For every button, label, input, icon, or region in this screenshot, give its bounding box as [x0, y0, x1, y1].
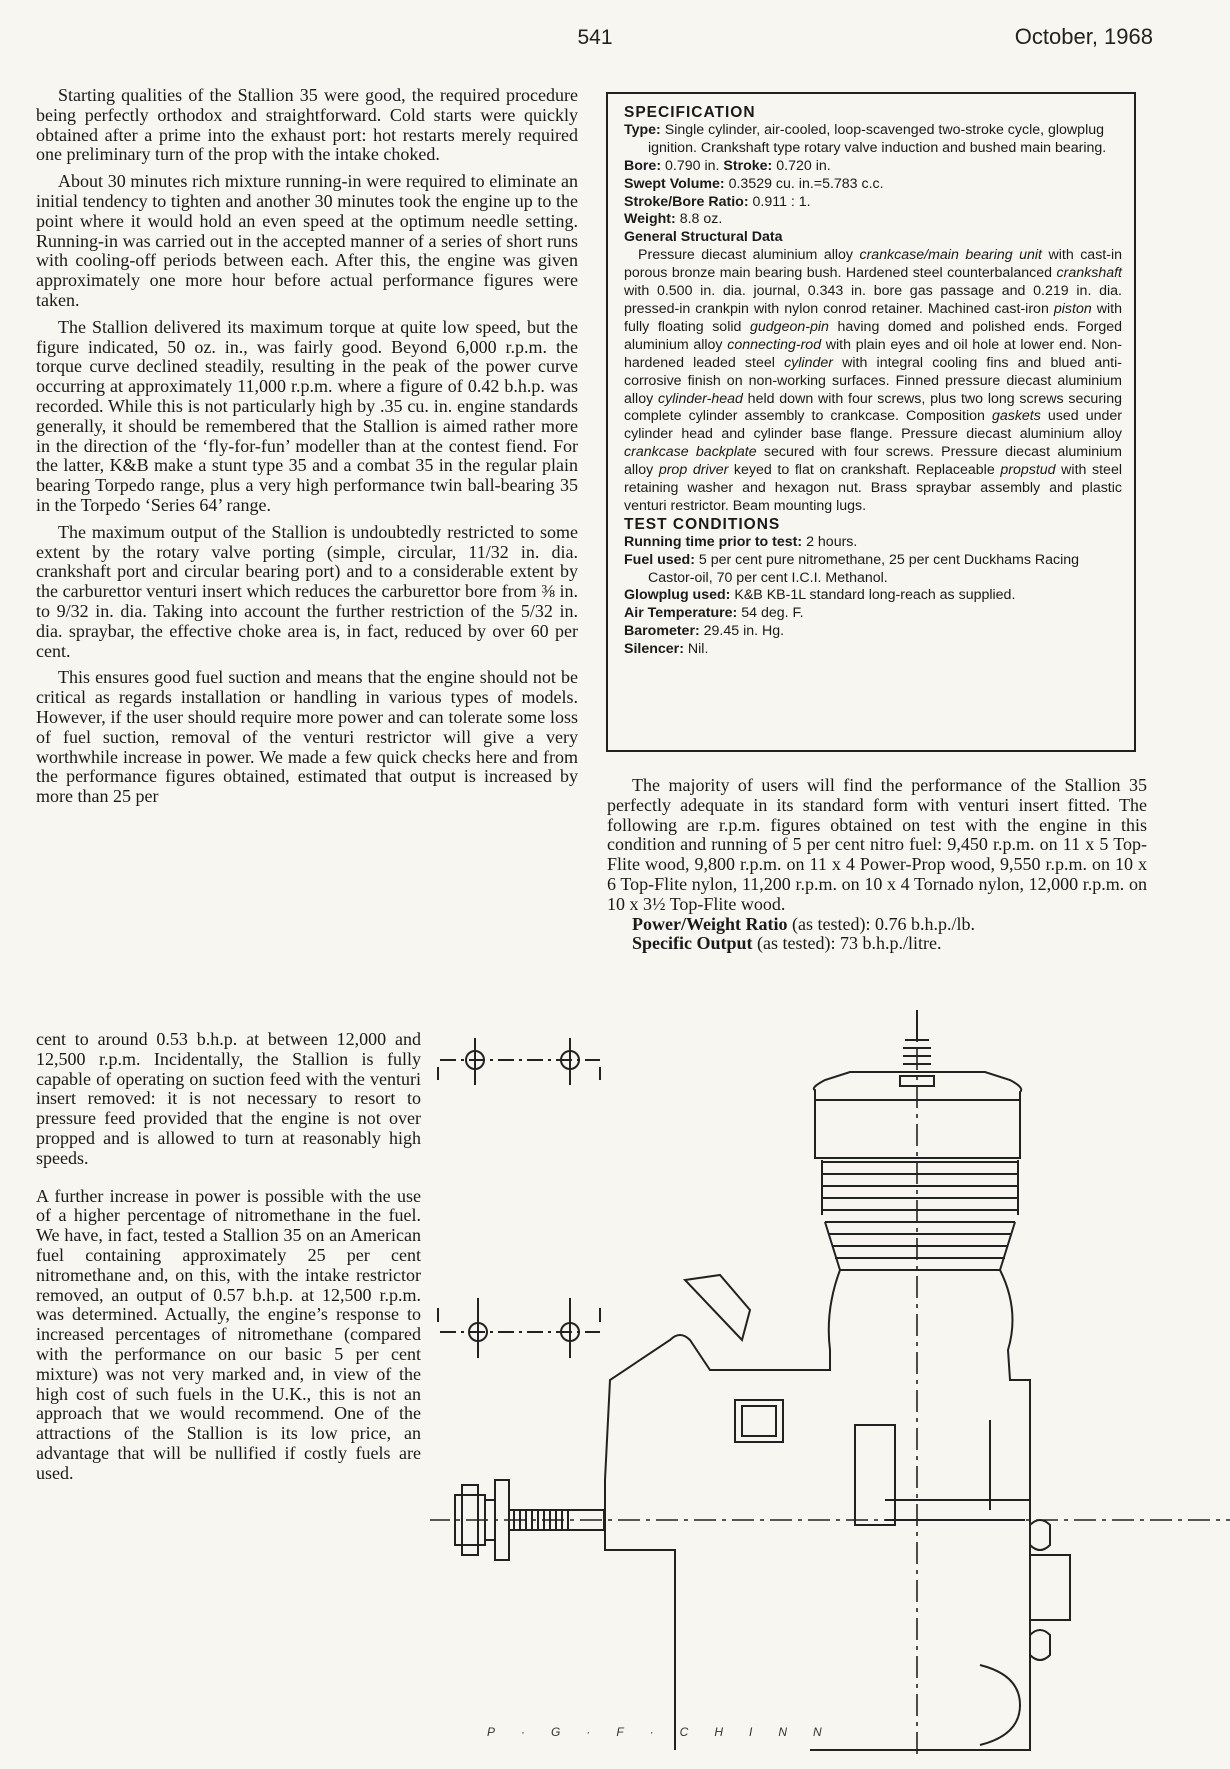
paragraph-starting: Starting qualities of the Stallion 35 were good, the required procedure being perfectly orthodox and straightforward. Cold starts were quickly obtained after a prime into the exhaust port: hot restarts merely required one preliminary turn of the prop with the intake choked.: [36, 85, 578, 165]
test-conditions-heading: TEST CONDITIONS: [624, 515, 781, 533]
power-weight-ratio: Power/Weight Ratio (as tested): 0.76 b.h.p./lb.: [632, 913, 975, 934]
test-glowplug: Glowplug used: K&B KB-1L standard long-reach as supplied.: [624, 587, 1016, 604]
paragraph-nitromethane: A further increase in power is possible with the use of a higher percentage of nitromethane in the fuel. We have, in fact, tested a Stallion 35 on an American fuel containing approximately 25 per cent nitromethane and, on this, with the intake restrictor removed, an output of 0.57 b.h.p. at 12,500 r.p.m. was determined. Actually, the engine’s response to increased percentages of nitromethane (compared with the performance on our basic 5 per cent mixture) was not very marked and, in view of the high cost of such fuels in the U.K., this is not an approach that we would recommend. One of the attractions of the Stallion is its low price, an advantage that will be nullified if costly fuels are used.: [36, 1185, 421, 1483]
artist-signature: P·G·F·CHINN: [487, 1725, 848, 1739]
test-air-temperature: Air Temperature: 54 deg. F.: [624, 605, 804, 622]
paragraph-suction-cont: cent to around 0.53 b.h.p. at between 12,000 and 12,500 r.p.m. Incidentally, the Stallion is fully capable of operating on suction feed with the venturi insert removed: it is not necessary to resort to pressure feed provided that the engine is not over propped and is allowed to turn at reasonably high speeds.: [36, 1029, 421, 1168]
spec-swept-volume: Swept Volume: 0.3529 cu. in.=5.783 c.c.: [624, 175, 884, 192]
test-fuel: Fuel used: 5 per cent pure nitromethane, 25 per cent Duckhams Racing Castor-oil, 70 per cent I.C.I. Methanol.: [624, 551, 1080, 586]
section-marker-upper: [438, 1038, 600, 1085]
spec-type: Type: Single cylinder, air-cooled, loop-scavenged two-stroke cycle, glowplug ignition. Crankshaft type rotary valve induction and bushed main bearing.: [624, 121, 1107, 156]
spec-bore-stroke: Bore: 0.790 in. Stroke: 0.720 in.: [624, 157, 831, 174]
test-silencer: Silencer: Nil.: [624, 641, 709, 658]
cylinder-fins: [822, 1160, 1018, 1270]
paragraph-torque: The Stallion delivered its maximum torque at quite low speed, but the figure indicated, 50 oz. in., was fairly good. Beyond 6,000 r.p.m. the torque curve declined steadily, resulting in the peak of the power curve occurring at approximately 11,000 r.p.m. where a figure of 0.42 b.h.p. was recorded. While this is not particularly high by .35 cu. in. engine standards generally, it should be remembered that the Stallion is aimed rather more in the direction of the ‘fly-for-fun’ modeller than at the contest fiend. For the latter, K&B make a stunt type 35 and a combat 35 in the regular plain bearing Torpedo range, plus a very high performance twin ball-bearing 35 in the Torpedo ‘Series 64’ range.: [36, 316, 578, 515]
page-number: 541: [577, 26, 613, 49]
specification-box: [606, 92, 1136, 752]
right-column: [607, 776, 1147, 954]
spec-structural-heading: General Structural Data: [624, 229, 783, 246]
test-barometer: Barometer: 29.45 in. Hg.: [624, 623, 785, 640]
engine-drawing: [430, 1010, 1230, 1760]
centre-lines: [430, 1010, 1230, 1760]
spec-heading: SPECIFICATION: [624, 104, 756, 121]
section-marker-lower: [438, 1298, 600, 1358]
spec-stroke-bore-ratio: Stroke/Bore Ratio: 0.911 : 1.: [624, 193, 811, 210]
narrow-column: [36, 1012, 421, 1502]
specific-output: Specific Output (as tested): 73 b.h.p./litre.: [632, 933, 942, 954]
crankcase: [605, 1270, 1070, 1750]
left-column: [36, 86, 578, 807]
paragraph-performance: The majority of users will find the performance of the Stallion 35 perfectly adequate in its standard form with venturi insert fitted. The following are r.p.m. figures obtained on test with the engine in this condition and running of 5 per cent nitro fuel: 9,450 r.p.m. on 11 x 5 Top-Flite wood, 9,800 r.p.m. on 11 x 4 Power-Prop wood, 9,550 r.p.m. on 10 x 6 Top-Flite nylon, 11,200 r.p.m. on 10 x 4 Tornado nylon, 12,000 r.p.m. on 10 x 3½ Top-Flite wood.: [607, 775, 1147, 914]
paragraph-running-in: About 30 minutes rich mixture running-in were required to eliminate an initial tendency to tighten and another 30 minutes took the engine up to the point where it would hold an even speed at the optimum needle setting. Running-in was carried out in the accepted manner of a series of short runs with cooling-off periods between each. After this, the engine was given approximately one more hour before actual performance figures were taken.: [36, 171, 578, 310]
paragraph-output: The maximum output of the Stallion is undoubtedly restricted to some extent by the rotary valve porting (simple, circular, 11/32 in. dia. crankshaft port and circular bearing port) and to a considerable extent by the carburettor venturi insert which reduces the carburettor bore from ⅜ in. to 9/32 in. dia. Taking into account the further restriction of the 5/32 in. dia. spraybar, the effective choke area is, in fact, reduced by over 60 per cent.: [36, 521, 578, 661]
test-running-time: Running time prior to test: 2 hours.: [624, 533, 858, 550]
spec-weight: Weight: 8.8 oz.: [624, 211, 723, 228]
paragraph-suction: This ensures good fuel suction and means that the engine should not be critical as regards installation or handling in various types of models. However, if the user should require more power and can tolerate some loss of fuel suction, removal of the venturi restrictor will give a very worthwhile increase in power. We made a few quick checks here and from the performance figures obtained, estimated that output is increased by more than 25 per: [36, 667, 578, 807]
spec-structural-data: Pressure diecast aluminium alloy crankcase/main bearing unit with cast-in porous bronze main bearing bush. Hardened steel counterbalanced crankshaft with 0.500 in. dia. journal, 0.343 in. bore gas passage and 0.219 in. dia. pressed-in crankpin with nylon conrod retainer. Machined cast-iron piston with fully floating solid gudgeon-pin having domed and polished ends. Forged aluminium alloy connecting-rod with plain eyes and oil hole at lower end. Non-hardened leaded steel cylinder with integral cooling fins and blued anti-corrosive finish on non-working surfaces. Finned pressure diecast aluminium alloy cylinder-head held down with four screws, plus two long screws securing complete cylinder assembly to crankcase. Composition gaskets used under cylinder head and cylinder base flange. Pressure diecast aluminium alloy crankcase backplate secured with four screws. Pressure diecast aluminium alloy prop driver keyed to flat on crankshaft. Replaceable propstud with steel retaining washer and hexagon nut. Brass spraybar assembly and plastic venturi restrictor. Beam mounting lugs.: [624, 247, 1123, 514]
issue-date: October, 1968: [1014, 24, 1153, 49]
